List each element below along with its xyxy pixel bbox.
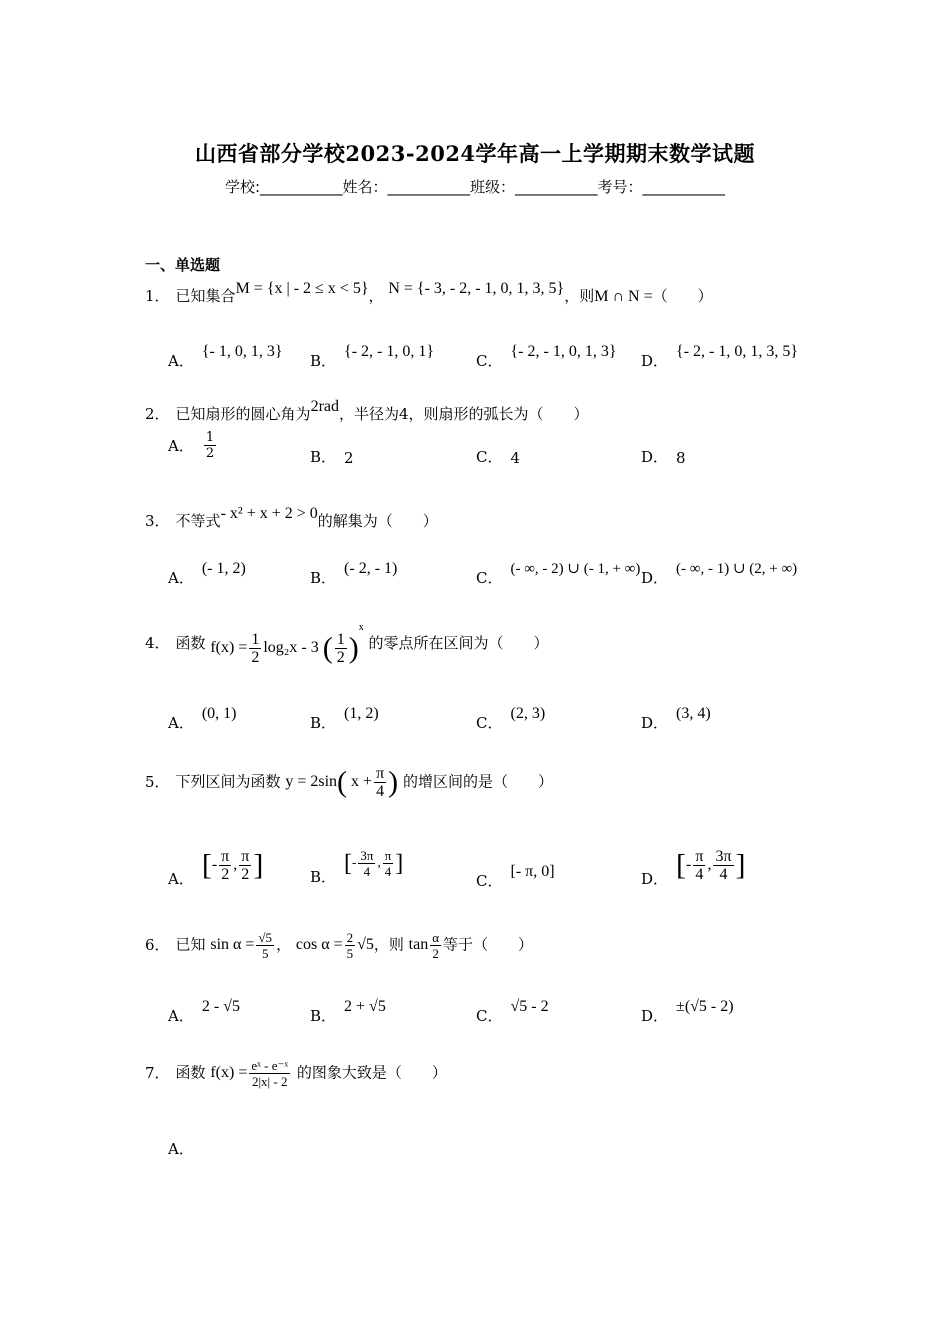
question-text: 函数 [175, 1063, 206, 1082]
option-label: D． [641, 869, 669, 888]
option-value: {- 2, - 1, 0, 1, 3} [510, 343, 617, 360]
function-lhs: y = 2sin [285, 773, 338, 791]
fraction-denominator: 4 [383, 863, 394, 879]
option-value-interval: [- $\frac{\pi}{2}$ , $\frac{\pi}{2}$ ] [201, 848, 264, 883]
option-d[interactable] [641, 998, 734, 1026]
question-text: 的图象大致是（ ） [296, 1063, 447, 1082]
math-expression: - x² + x + 2 > 0 [220, 505, 318, 522]
option-b[interactable] [310, 343, 435, 371]
option-value: (- 2, - 1) [344, 560, 398, 577]
fraction-denominator: 5 [256, 945, 274, 961]
question-6 [145, 930, 533, 961]
question-text: ， [276, 935, 292, 954]
option-value: (- ∞, - 1) ∪ (2, + ∞) [676, 561, 798, 577]
fraction-denominator: 4 [713, 865, 733, 883]
option-label: A． [168, 352, 194, 370]
option-d[interactable] [641, 848, 746, 889]
math-expression [210, 930, 276, 961]
section-title: 一、单选题 [145, 256, 221, 274]
fraction [239, 848, 251, 883]
fraction-numerator: π [695, 848, 704, 865]
option-label: B． [310, 569, 337, 587]
option-d[interactable] [641, 705, 711, 733]
option-label: C． [476, 872, 503, 890]
option-b[interactable] [310, 998, 386, 1026]
fraction-denominator: 2|x| - 2 [249, 1073, 290, 1089]
question-2 [145, 398, 589, 424]
question-5 [145, 765, 553, 800]
question-7 [145, 1058, 447, 1089]
question-number: 3． [145, 512, 170, 530]
fraction-numerator: 1 [205, 430, 215, 445]
sin-lhs: sin α = [210, 936, 255, 954]
fraction-numerator: eˣ - e⁻ˣ [251, 1058, 289, 1073]
option-c[interactable] [476, 863, 555, 891]
question-text: 的解集为（ ） [317, 512, 438, 530]
option-value: ±(√5 - 2) [676, 998, 734, 1015]
option-d[interactable] [641, 446, 686, 467]
fraction [256, 930, 274, 961]
option-value: (- ∞, - 2) ∪ (- 1, + ∞) [510, 561, 641, 577]
option-c[interactable] [476, 343, 617, 371]
option-value-fraction [204, 430, 216, 461]
option-c[interactable] [476, 705, 546, 733]
fraction [713, 848, 733, 883]
option-label: A． [168, 869, 194, 888]
option-value: 2 + √5 [344, 998, 386, 1015]
fraction-denominator: 2 [251, 648, 260, 666]
function-lhs: f(x) = [210, 1064, 248, 1082]
page-title: 山西省部分学校2023-2024学年高一上学期期末数学试题 [194, 141, 756, 166]
option-label: D． [641, 714, 669, 732]
option-value: (- 1, 2) [201, 560, 246, 577]
fraction-denominator: 2 [336, 648, 345, 666]
cos-lhs: cos α = [295, 936, 343, 954]
fraction [374, 765, 386, 800]
fraction [335, 631, 347, 666]
question-text: 已知 [175, 935, 206, 954]
question-number: 5． [145, 772, 170, 791]
question-text: （ ） [652, 287, 713, 305]
fraction-numerator: π [221, 848, 230, 865]
fraction-numerator: α [432, 930, 440, 945]
option-value: {- 2, - 1, 0, 1} [344, 343, 435, 360]
option-label: D． [641, 569, 669, 587]
option-a[interactable] [168, 343, 283, 371]
function-argument: x + [351, 773, 373, 791]
option-label: C． [476, 352, 503, 370]
option-label: C． [476, 448, 503, 466]
fraction-denominator: 2 [430, 945, 441, 961]
question-text: 函数 [175, 633, 206, 652]
math-expression: y = 2sin( x + $\frac{\pi}{4}$ ) [285, 765, 399, 800]
fraction-denominator: 4 [374, 782, 386, 800]
option-value: (1, 2) [344, 705, 379, 722]
option-a[interactable] [168, 848, 263, 889]
fraction-numerator: 1 [251, 630, 260, 648]
option-label: C． [476, 1007, 503, 1025]
question-number: 1． [145, 287, 170, 305]
log-term: log₂x - 3 [263, 639, 319, 656]
question-number: 7． [145, 1063, 170, 1082]
math-expression [296, 930, 374, 961]
option-b[interactable] [310, 560, 398, 588]
question-text: ，则 [373, 935, 404, 954]
option-value: (3, 4) [676, 705, 711, 722]
question-text: 下列区间为函数 [175, 772, 281, 791]
student-info-line: 学校:___________姓名：___________班级：___________考号：___________ [224, 178, 726, 196]
option-label: A． [168, 437, 194, 455]
fraction-numerator: √5 [258, 930, 273, 945]
fraction-numerator: π [241, 848, 250, 865]
option-a[interactable] [168, 705, 237, 733]
option-a[interactable] [168, 560, 246, 588]
exponent: x [358, 622, 364, 633]
question-text: 已知集合 [175, 287, 236, 305]
option-value: {- 1, 0, 1, 3} [201, 343, 283, 360]
option-a[interactable] [168, 998, 240, 1026]
option-label: B． [310, 352, 337, 370]
option-label: C． [476, 714, 503, 732]
option-value: 2 - √5 [201, 998, 240, 1015]
question-text: ，则 [564, 287, 595, 305]
function-lhs: f(x) = [210, 639, 248, 656]
option-value: [- π, 0] [510, 863, 555, 880]
fraction [249, 1058, 290, 1089]
math-expression: M ∩ N = [594, 288, 653, 305]
option-label: A． [168, 1007, 194, 1025]
option-value: {- 2, - 1, 0, 1, 3, 5} [676, 343, 799, 360]
option-value: √5 - 2 [510, 998, 549, 1015]
option-value-interval: [- $\frac{3\pi}{4}$ , $\frac{\pi}{4}$ ] [344, 848, 404, 879]
option-label: B． [310, 448, 337, 466]
option-b[interactable] [310, 446, 354, 467]
fraction [383, 848, 394, 879]
question-3 [145, 505, 438, 531]
question-text: 不等式 [175, 512, 221, 530]
math-expression [409, 930, 443, 961]
option-value: (2, 3) [510, 705, 546, 722]
question-text: 已知扇形的圆心角为 [175, 405, 311, 423]
fraction [345, 930, 356, 961]
fraction-numerator: π [384, 848, 392, 863]
fraction [693, 848, 705, 883]
fraction-denominator: 2 [219, 865, 231, 883]
sign: - [352, 854, 357, 870]
fraction-denominator: 5 [346, 946, 354, 961]
option-label: A． [168, 1140, 194, 1158]
option-d[interactable] [641, 561, 798, 588]
option-c[interactable] [476, 998, 549, 1026]
question-1 [145, 280, 713, 306]
option-label: D． [641, 448, 669, 466]
sign: - [211, 856, 218, 874]
option-value: 8 [676, 449, 686, 467]
math-expression: N = {- 3, - 2, - 1, 0, 1, 3, 5} [388, 280, 565, 297]
option-a[interactable] [168, 1138, 202, 1159]
fraction-denominator: 4 [693, 865, 705, 883]
option-label: C． [476, 569, 503, 587]
math-expression: M = {x | - 2 ≤ x < 5} [235, 280, 369, 297]
cos-tail: √5 [357, 936, 374, 954]
option-label: B． [310, 867, 337, 886]
question-number: 2． [145, 405, 170, 423]
tan-lhs: tan [408, 936, 429, 954]
fraction-numerator: 3π [360, 848, 374, 863]
option-c[interactable] [476, 561, 641, 588]
question-text: ， [368, 287, 384, 305]
fraction [358, 848, 375, 879]
option-value: (0, 1) [201, 705, 237, 722]
math-expression: f(x) = $\frac{1}{2}$ log₂x - 3 ( $\frac{1}{2}$ )$^x$ [210, 622, 364, 666]
fraction-numerator: π [376, 765, 385, 782]
fraction [430, 930, 441, 961]
option-c[interactable] [476, 446, 520, 467]
question-text: ，半径为4，则扇形的弧长为（ ） [339, 405, 589, 423]
fraction-denominator: 2 [239, 865, 251, 883]
sign: - [686, 856, 692, 874]
option-d[interactable] [641, 343, 799, 371]
option-label: B． [310, 714, 337, 732]
fraction [219, 848, 231, 883]
question-number: 4． [145, 633, 170, 652]
option-a[interactable] [168, 430, 218, 461]
math-expression [210, 1058, 292, 1089]
option-value-interval: [- $\frac{\pi}{4}$ , $\frac{3\pi}{4}$ ] [676, 848, 746, 883]
question-text: 等于（ ） [443, 935, 534, 954]
fraction-numerator: 3π [715, 848, 732, 865]
fraction [249, 631, 261, 666]
option-label: D． [641, 1007, 669, 1025]
fraction-numerator: 1 [336, 630, 345, 648]
fraction-denominator: 2 [205, 446, 215, 461]
fraction-numerator: 2 [346, 930, 354, 945]
question-4 [145, 622, 549, 666]
question-number: 6． [145, 935, 170, 954]
option-label: D． [641, 352, 669, 370]
option-b[interactable] [310, 848, 403, 887]
option-b[interactable] [310, 705, 379, 733]
math-expression: 2rad [310, 398, 339, 415]
question-text: 的增区间的是（ ） [402, 772, 553, 791]
option-label: A． [168, 714, 194, 732]
option-label: B． [310, 1007, 337, 1025]
question-text: 的零点所在区间为（ ） [368, 633, 549, 652]
fraction-denominator: 4 [358, 863, 375, 879]
option-value: 2 [344, 449, 354, 467]
option-value: 4 [510, 449, 521, 467]
option-label: A． [168, 569, 194, 587]
